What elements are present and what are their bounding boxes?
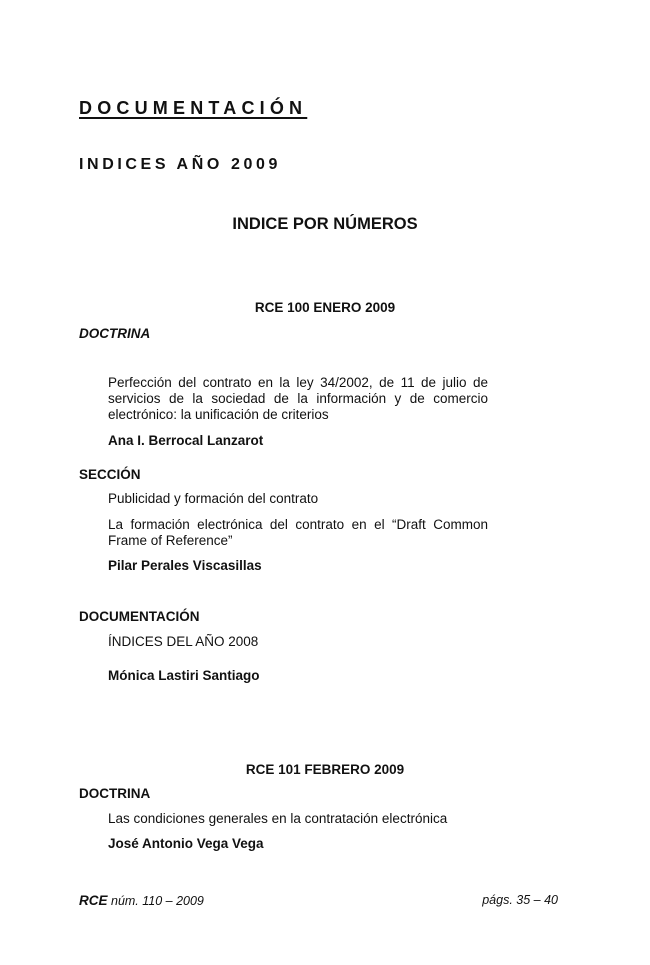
section-name: Publicidad y formación del contrato <box>108 491 319 506</box>
article-author: José Antonio Vega Vega <box>108 836 264 851</box>
section-subtitle: INDICES AÑO 2009 <box>79 156 281 173</box>
article-author: Ana I. Berrocal Lanzarot <box>108 433 264 448</box>
issue-title: RCE 101 FEBRERO 2009 <box>245 762 405 777</box>
doctrina-heading: DOCTRINA <box>79 786 151 801</box>
page-title: DOCUMENTACIÓN <box>79 98 308 118</box>
issue-title: RCE 100 ENERO 2009 <box>254 300 396 315</box>
footer-pages: págs. 35 – 40 <box>482 893 558 907</box>
journal-issue: núm. 110 – 2009 <box>107 894 204 908</box>
article-title: Las condiciones generales en la contratación electrónica <box>108 811 448 826</box>
footer-journal <box>79 893 204 908</box>
article-title: La formación electrónica del contrato en el “Draft Common Frame of Reference” <box>108 517 488 548</box>
article-author: Pilar Perales Viscasillas <box>108 558 262 573</box>
doctrina-heading: DOCTRINA <box>79 326 151 341</box>
seccion-heading: SECCIÓN <box>79 467 141 482</box>
article-title: ÍNDICES DEL AÑO 2008 <box>108 634 259 649</box>
index-title: INDICE POR NÚMEROS <box>232 215 418 233</box>
article-title: Perfección del contrato en la ley 34/2002, de 11 de julio de servicios de la sociedad de la información y de comercio electrónico: la unificación de criterios <box>108 375 488 422</box>
article-author: Mónica Lastiri Santiago <box>108 668 260 683</box>
documentacion-heading: DOCUMENTACIÓN <box>79 609 200 624</box>
journal-name: RCE <box>79 893 108 908</box>
